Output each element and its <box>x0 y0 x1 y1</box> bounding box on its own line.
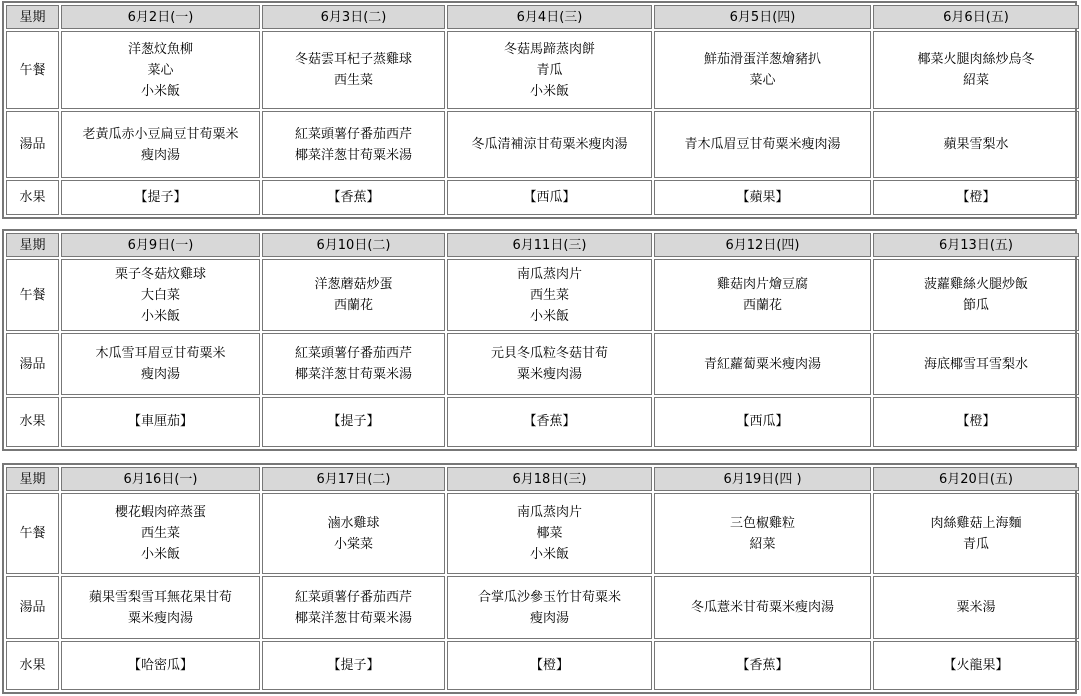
lunch-cell <box>654 493 871 574</box>
fruit-cell <box>873 397 1079 447</box>
soup-cell <box>61 576 260 639</box>
lunch-line: 櫻花蝦肉碎蒸蛋 <box>114 505 206 521</box>
soup-line: 蘋果雪梨雪耳無花果甘荀 <box>88 589 232 605</box>
soup-line: 瘦肉湯 <box>140 147 180 163</box>
lunch-line: 小米飯 <box>529 308 569 324</box>
soup-line: 合掌瓜沙參玉竹甘荀粟米 <box>477 589 621 605</box>
soup-cell <box>654 576 871 639</box>
soup-cell <box>262 333 445 394</box>
lunch-line: 西蘭花 <box>333 298 373 314</box>
fruit-text: 【香蕉】 <box>523 414 576 430</box>
fruit-text: 【香蕉】 <box>327 190 380 206</box>
lunch-line: 冬菇雲耳杞子蒸雞球 <box>294 52 412 68</box>
week-table-1 <box>2 1 1077 219</box>
weekday-header-label: 星期 <box>6 233 59 257</box>
fruit-text: 【車厘茄】 <box>127 414 193 430</box>
soup-row <box>6 576 1079 639</box>
menu-table <box>4 465 1081 692</box>
soup-row <box>6 333 1079 394</box>
lunch-line: 滷水雞球 <box>327 515 380 531</box>
lunch-line: 紹菜 <box>749 536 776 552</box>
soup-row <box>6 111 1079 178</box>
fruit-text: 【橙】 <box>529 658 569 674</box>
lunch-line: 洋葱蘑菇炒蛋 <box>314 277 393 293</box>
lunch-cell <box>447 259 652 331</box>
fruit-text: 【西瓜】 <box>523 190 576 206</box>
lunch-line: 菜心 <box>749 73 776 89</box>
soup-line: 粟米瘦肉湯 <box>516 367 582 383</box>
lunch-cell <box>654 259 871 331</box>
header-row <box>6 5 1079 29</box>
soup-line: 紅菜頭薯仔番茄西芹 <box>294 126 412 142</box>
date-header: 6月16日(一) <box>61 467 260 491</box>
lunch-cell <box>447 493 652 574</box>
fruit-cell <box>654 397 871 447</box>
lunch-line: 西生菜 <box>529 287 569 303</box>
date-header: 6月19日(四 ) <box>654 467 871 491</box>
header-row <box>6 467 1079 491</box>
fruit-cell <box>61 180 260 215</box>
soup-line: 青紅蘿蔔粟米瘦肉湯 <box>703 356 821 372</box>
soup-cell <box>873 333 1079 394</box>
fruit-cell <box>873 641 1079 690</box>
soup-line: 海底椰雪耳雪梨水 <box>923 356 1028 372</box>
lunch-row <box>6 31 1079 109</box>
soup-line: 冬瓜薏米甘荀粟米瘦肉湯 <box>690 600 834 616</box>
date-header: 6月10日(二) <box>262 233 445 257</box>
date-header: 6月5日(四) <box>654 5 871 29</box>
lunch-row-label: 午餐 <box>6 493 59 574</box>
date-header: 6月13日(五) <box>873 233 1079 257</box>
lunch-line: 肉絲雞菇上海麵 <box>930 515 1022 531</box>
soup-row-label: 湯品 <box>6 333 59 394</box>
soup-row-label: 湯品 <box>6 111 59 178</box>
lunch-line: 冬菇馬蹄蒸肉餅 <box>503 41 595 57</box>
date-header: 6月12日(四) <box>654 233 871 257</box>
lunch-line: 節瓜 <box>962 298 989 314</box>
lunch-line: 小米飯 <box>529 547 569 563</box>
fruit-cell <box>654 641 871 690</box>
date-header: 6月3日(二) <box>262 5 445 29</box>
soup-cell <box>262 576 445 639</box>
fruit-cell <box>447 180 652 215</box>
date-header: 6月2日(一) <box>61 5 260 29</box>
lunch-row-label: 午餐 <box>6 31 59 109</box>
fruit-cell <box>654 180 871 215</box>
soup-cell <box>61 111 260 178</box>
fruit-text: 【提子】 <box>327 658 380 674</box>
lunch-line: 小棠菜 <box>333 536 373 552</box>
soup-line: 椰菜洋葱甘荀粟米湯 <box>294 610 412 626</box>
lunch-line: 小米飯 <box>140 83 180 99</box>
fruit-text: 【橙】 <box>956 414 996 430</box>
weekday-header-label: 星期 <box>6 5 59 29</box>
lunch-line: 青瓜 <box>536 62 563 78</box>
date-header: 6月9日(一) <box>61 233 260 257</box>
lunch-line: 小米飯 <box>529 83 569 99</box>
fruit-text: 【蘋果】 <box>736 190 789 206</box>
date-header: 6月18日(三) <box>447 467 652 491</box>
soup-cell <box>447 111 652 178</box>
soup-cell <box>873 576 1079 639</box>
soup-cell <box>262 111 445 178</box>
lunch-row-label: 午餐 <box>6 259 59 331</box>
soup-line: 元貝冬瓜粒冬菇甘荀 <box>490 346 608 362</box>
fruit-row <box>6 397 1079 447</box>
soup-line: 椰菜洋葱甘荀粟米湯 <box>294 147 412 163</box>
lunch-line: 西蘭花 <box>742 298 782 314</box>
date-header: 6月4日(三) <box>447 5 652 29</box>
lunch-line: 椰菜 <box>536 526 563 542</box>
lunch-row <box>6 259 1079 331</box>
soup-cell <box>447 333 652 394</box>
lunch-line: 青瓜 <box>962 536 989 552</box>
fruit-row <box>6 180 1079 215</box>
soup-cell <box>447 576 652 639</box>
lunch-cell <box>61 493 260 574</box>
lunch-line: 西生菜 <box>140 526 180 542</box>
lunch-line: 南瓜蒸肉片 <box>516 266 582 282</box>
fruit-text: 【提子】 <box>327 414 380 430</box>
lunch-cell <box>61 31 260 109</box>
soup-line: 椰菜洋葱甘荀粟米湯 <box>294 367 412 383</box>
fruit-cell <box>262 641 445 690</box>
soup-line: 冬瓜清補涼甘荀粟米瘦肉湯 <box>471 137 628 153</box>
lunch-line: 大白菜 <box>140 287 180 303</box>
fruit-cell <box>61 397 260 447</box>
soup-line: 青木瓜眉豆甘荀粟米瘦肉湯 <box>684 137 841 153</box>
lunch-line: 西生菜 <box>333 73 373 89</box>
fruit-cell <box>873 180 1079 215</box>
menu-table <box>4 231 1081 449</box>
soup-cell <box>61 333 260 394</box>
date-header: 6月11日(三) <box>447 233 652 257</box>
soup-line: 木瓜雪耳眉豆甘荀粟米 <box>95 346 226 362</box>
week-table-3 <box>2 463 1077 694</box>
lunch-line: 椰菜火腿肉絲炒烏冬 <box>917 52 1035 68</box>
lunch-line: 三色椒雞粒 <box>729 515 795 531</box>
header-row <box>6 233 1079 257</box>
lunch-line: 菜心 <box>147 62 174 78</box>
fruit-cell <box>262 397 445 447</box>
soup-line: 瘦肉湯 <box>140 367 180 383</box>
lunch-line: 洋葱炆魚柳 <box>127 41 193 57</box>
lunch-row <box>6 493 1079 574</box>
soup-cell <box>654 333 871 394</box>
week-table-2 <box>2 229 1077 451</box>
date-header: 6月6日(五) <box>873 5 1079 29</box>
lunch-line: 鮮茄滑蛋洋葱燴豬扒 <box>703 52 821 68</box>
lunch-cell <box>262 493 445 574</box>
soup-line: 紅菜頭薯仔番茄西芹 <box>294 346 412 362</box>
lunch-line: 紹菜 <box>962 73 989 89</box>
fruit-row-label: 水果 <box>6 180 59 215</box>
fruit-text: 【火龍果】 <box>943 658 1009 674</box>
lunch-cell <box>262 259 445 331</box>
fruit-cell <box>262 180 445 215</box>
fruit-row <box>6 641 1079 690</box>
soup-line: 瘦肉湯 <box>529 610 569 626</box>
soup-line: 蘋果雪梨水 <box>943 137 1009 153</box>
soup-line: 紅菜頭薯仔番茄西芹 <box>294 589 412 605</box>
lunch-line: 菠蘿雞絲火腿炒飯 <box>923 277 1028 293</box>
lunch-cell <box>654 31 871 109</box>
fruit-text: 【西瓜】 <box>736 414 789 430</box>
soup-cell <box>873 111 1079 178</box>
lunch-line: 雞菇肉片燴豆腐 <box>716 277 808 293</box>
fruit-text: 【橙】 <box>956 190 996 206</box>
lunch-cell <box>873 493 1079 574</box>
lunch-cell <box>873 259 1079 331</box>
fruit-cell <box>447 641 652 690</box>
lunch-line: 栗子冬菇炆雞球 <box>114 266 206 282</box>
lunch-line: 南瓜蒸肉片 <box>516 505 582 521</box>
fruit-row-label: 水果 <box>6 397 59 447</box>
fruit-text: 【香蕉】 <box>736 658 789 674</box>
soup-line: 粟米瘦肉湯 <box>127 610 193 626</box>
lunch-line: 小米飯 <box>140 547 180 563</box>
date-header: 6月20日(五) <box>873 467 1079 491</box>
soup-line: 老黃瓜赤小豆扁豆甘荀粟米 <box>82 126 239 142</box>
soup-row-label: 湯品 <box>6 576 59 639</box>
fruit-cell <box>61 641 260 690</box>
soup-cell <box>654 111 871 178</box>
weekday-header-label: 星期 <box>6 467 59 491</box>
fruit-row-label: 水果 <box>6 641 59 690</box>
fruit-cell <box>447 397 652 447</box>
lunch-line: 小米飯 <box>140 308 180 324</box>
lunch-cell <box>873 31 1079 109</box>
menu-table <box>4 3 1081 217</box>
date-header: 6月17日(二) <box>262 467 445 491</box>
lunch-cell <box>447 31 652 109</box>
lunch-cell <box>262 31 445 109</box>
lunch-cell <box>61 259 260 331</box>
fruit-text: 【哈密瓜】 <box>127 658 193 674</box>
fruit-text: 【提子】 <box>134 190 187 206</box>
soup-line: 粟米湯 <box>956 600 996 616</box>
